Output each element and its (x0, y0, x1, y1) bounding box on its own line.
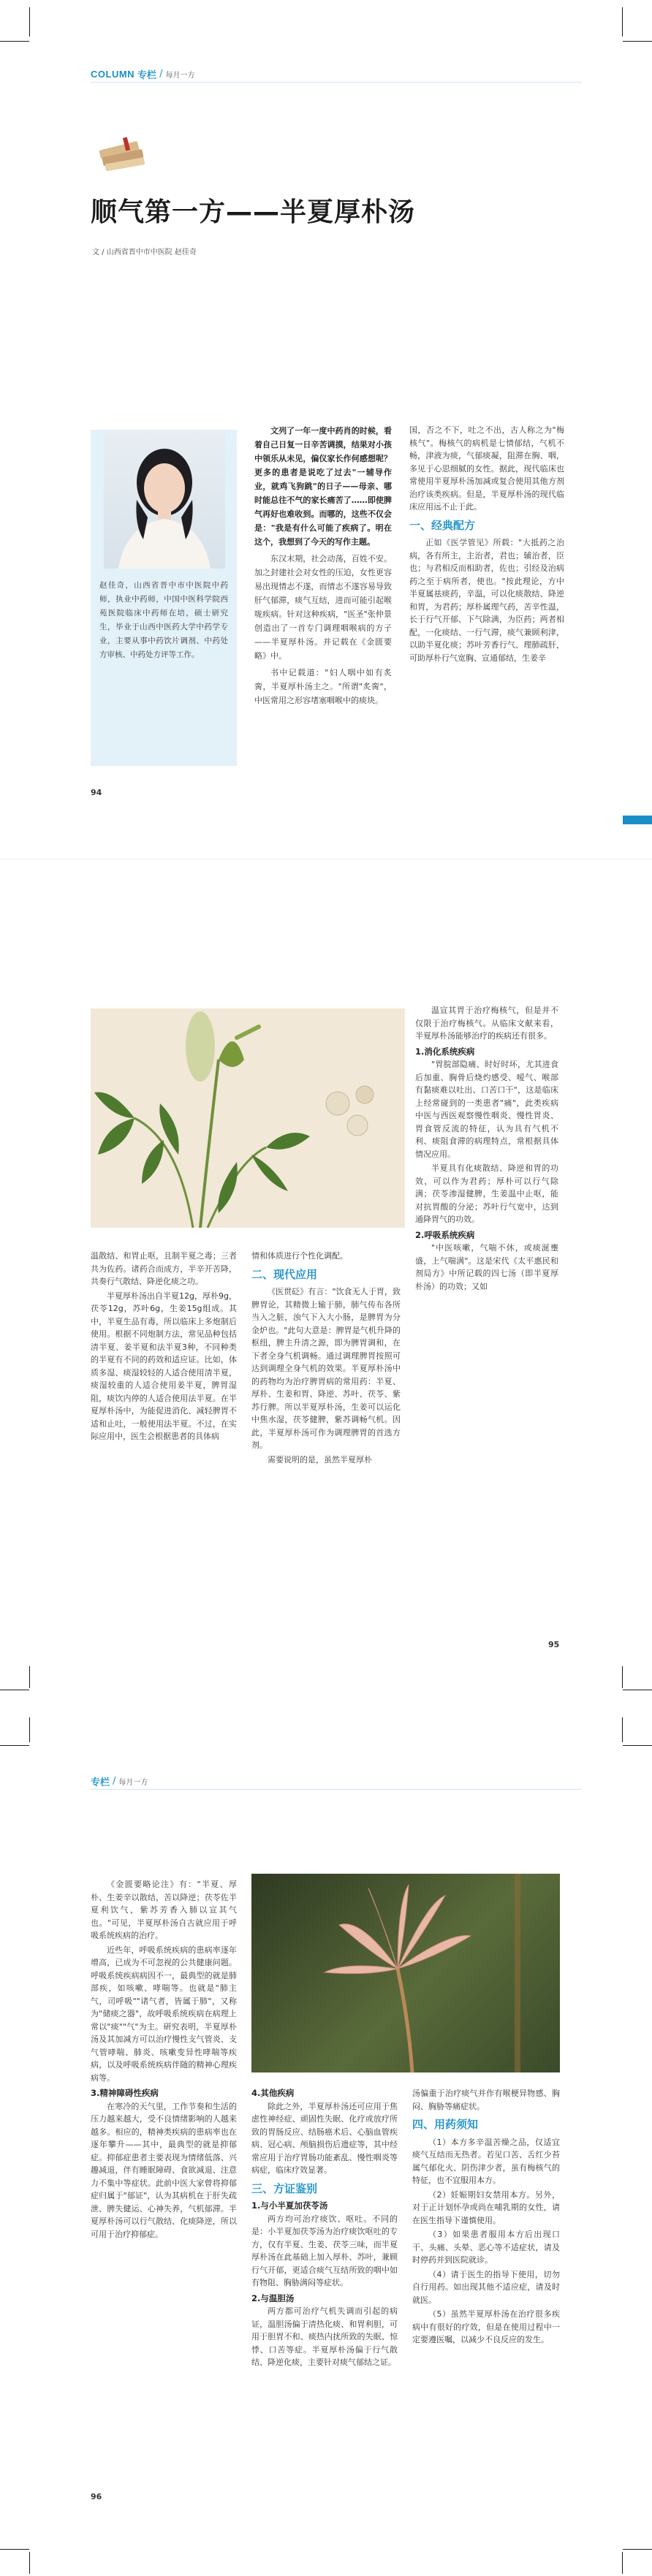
paragraph: 需要说明的是，虽然半夏厚朴 (268, 1454, 372, 1464)
paragraph: 汤偏重于治疗痰气并作有喉梗异物感、胸闷、胸胁等痛症状。 (412, 2089, 560, 2111)
slash-divider: / (159, 69, 163, 80)
crop-mark (29, 1666, 30, 1688)
crop-mark (0, 1745, 29, 1746)
paragraph: （1）本方多辛温苦燥之品，仅适宜痰气互结而无热者。若见口苦、舌红少苔属气郁化火、阴伤津少者，虽有梅核气的特征，也不宜服用本方。 (412, 2137, 560, 2185)
column-text (415, 1004, 558, 1294)
paragraph: 半夏具有化痰散结、降逆和胃的功效，可以作为君药；厚朴可以行气除满；茯苓渗湿健脾，生姜温中止呕，能对抗胃酸的分泌；苏叶行气宽中，达到通降胃气的功效。 (415, 1163, 558, 1224)
subheading: 1.与小半夏加茯苓汤 (251, 2200, 328, 2211)
column-text (251, 1250, 401, 1467)
crop-mark (29, 1717, 30, 1742)
section-heading: 二、现代应用 (251, 1267, 318, 1281)
pinellia-flower-photo (251, 1874, 560, 2072)
subheading: 4.其他疾病 (251, 2088, 295, 2098)
page-number: 95 (548, 1640, 560, 1649)
crop-mark (622, 2552, 623, 2574)
intro-text (254, 424, 392, 710)
crop-mark (622, 1717, 623, 1742)
article-title: 顺气第一方——半夏厚朴汤 (91, 197, 416, 227)
column-text (251, 2087, 398, 2371)
column-section: 每月一方 (165, 72, 195, 80)
page-number: 96 (91, 2492, 102, 2501)
column-header (91, 1774, 148, 1788)
column-section: 每月一方 (118, 1779, 148, 1787)
author-box (91, 430, 237, 766)
crop-mark (623, 41, 652, 42)
paragraph: 近些年，呼吸系统疾病的患病率逐年增高，已成为不可忽视的公共健康问题。呼吸系统疾病病因不一，最典型的就是肺部疾，如咳嗽、哮喘等。也就是"肺主气，司呼吸""诸气者，皆属于肺"，又称为"储痰之器"，故呼吸系统疾病在病理上常以"痰""气"为主。研究表明，半夏厚朴汤及其加减方可以治疗慢性支气管炎、支气管哮喘、肺炎、咳嗽变异性哮喘等疾病，以及呼吸系统疾病伴随的精神心理疾病等。 (91, 1945, 237, 2083)
column-text (412, 2087, 560, 2348)
paragraph: 在寒冷的天气里，工作节奏和生活的压力越来越大，受不良情绪影响的人越来越多。相应的，精神类疾病的患病率也在逐年攀升——其中，最典型的就是抑郁症。抑郁症患者主要表现为情绪低落、兴趣减退，伴有睡眠障碍、食欲减退、注意力不集中等症状。此前中医大家曾将抑郁症归属于"郁证"，认为其病机在于肝失疏泄、脾失健运、心神失养，气机郁滞。半夏厚朴汤可以行气散结、化痰降逆，所以可用于治疗抑郁症。 (91, 2101, 237, 2239)
paragraph: （2）妊娠期妇女禁用本方。另外，对于正计划怀孕或尚在哺乳期的女性，请在医生指导下谨慎使用。 (412, 2189, 560, 2225)
crop-mark (29, 2552, 30, 2574)
page-number: 94 (91, 788, 102, 797)
column-tag: 专栏 (137, 70, 157, 81)
paragraph: 正如《医学管见》所载："大抵药之治病，各有所主，主治者，君也；辅治者，臣也；与君相反而相助者，佐也；引经及治病药之至于病所者，使也。"按此理论，方中半夏属祛痰药，辛温，可以化痰散结、降逆和胃，为君药；厚朴属理气药，苦辛性温，长于行气开郁、下气除满，为臣药；两者相配，一化痰结、一行气滞，痰气兼顾利津，以助半夏化痰；苏叶芳香行气、理肺疏肝，可助厚朴行气宽胸、宣通郁结，生姜辛 (409, 538, 564, 663)
column-label: COLUMN (91, 69, 135, 80)
subheading: 1.消化系统疾病 (415, 1046, 475, 1057)
paragraph: 半夏厚朴汤出自半夏12g，厚朴9g，茯苓12g，苏叶6g，生姜15g组成。其中，半夏生品有毒，所以临床上多炮制后使用。根据不同炮制方法，常见品种包括清半夏、姜半夏和法半夏3种，不同种类的半夏有不同的药效和适应证。比如，体质多湿、痰湿较轻的人适合使用清半夏，痰湿较重的人适合使用姜半夏，脾胃湿阻，痰饮内停的人适合使用法半夏。在半夏厚朴汤中，为能促进消化、减轻脾胃不适和止吐，一般使用法半夏。不过，在实际应用中，医生会根据患者的具体病 (91, 1291, 237, 1441)
intro-paragraph: 东汉末期，社会动荡，百姓不安。加之封建社会对女性的压迫，女性更容易出现情志不遂，而情志不遂容易导致肝气郁滞，痰气互结，进而可能引起喉咙疾病。针对这种疾病，"医圣"张仲景创造出了一首专门调理咽喉病的方子——半夏厚朴汤。并记载在《金匮要略》中。 (254, 554, 392, 661)
paragraph: 《金匮要略论注》有："半夏、厚朴、生姜辛以散结，苦以降逆；茯苓佐半夏利饮气，紫苏芳香入肺以宣其气也。"可见，半夏厚朴汤自古就应用于呼吸系统疾病的治疗。 (91, 1880, 237, 1940)
paragraph: 《医贯砭》有言："饮食无人于胃，致脾胃论，其精微上输于肺，肺气传布各所当入之脏，浊气下入大小肠，是脾胃为分金炉也。"此句大意是：脾胃是气机升降的枢纽，脾主升清之源，即为脾胃调和，在下者全身气机调畅。通过调理脾胃按照可达到调理全身气机的效果。半夏厚朴汤中的药物均为治疗脾胃病的常用药：半夏、厚朴、生姜和胃、降逆、苏叶、茯苓、紫苏行脾。所以半夏厚朴汤，生姜可以运化中焦水湿，茯苓健脾，紫苏调畅气机。因此，半夏厚朴汤可作为调理脾胃的首选方剂。 (251, 1287, 401, 1450)
paragraph: "胃脘部隐痛、时好时坏，尤其进食后加重、胸骨后烧灼感受、嗳气、喉部有黏痰难以吐出、口苦口干"，这是临床上经常碰到的一类患者"痛"，此类疾病中医与西医观察慢性咽炎、慢性胃炎、胃食管反流的特征，认为具有气机不利、痰阻食滞的病理特点，常根据具体情况应用。 (415, 1060, 558, 1159)
section-heading: 四、用药须知 (412, 2118, 479, 2131)
paragraph: （4）请于医生的指导下使用，切勿自行用药。如出现其他不适应症，请及时就医。 (412, 2269, 560, 2305)
paragraph: （3）如果患者服用本方后出现口干、头痛、头晕、恶心等不适症状，请及时停药并到医院就诊。 (412, 2230, 560, 2265)
column-tag: 专栏 (91, 1777, 110, 1788)
intro-paragraph: 书中记载道："妇人咽中如有炙脔，半夏厚朴汤主之。"所谓"炙脔"，中医常用之形容堵塞咽喉中的痰块。 (254, 668, 392, 705)
paragraph: 除此之外，半夏厚朴汤还可应用于焦虑性神经症、顽固性失眠、化疗或放疗所致的胃肠反应、结肠癌术后、心脑血管疾病、冠心病、颅脑损伤后遗症等，其中经常应用于治疗胃肠功能紊乱、慢性咽炎等病症，临床疗效显著。 (251, 2101, 398, 2175)
subheading: 3.精神障碍性疾病 (91, 2088, 159, 2098)
crop-mark (623, 1745, 652, 1746)
subheading: 2.与温胆汤 (251, 2292, 295, 2303)
paragraph: 温宣其胃于治疗梅核气，但是并不仅限于治疗梅核气。从临床文献来看，半夏厚朴汤能够治疗的疾病还有很多。 (415, 1006, 558, 1041)
paragraph: 国，否之不下，吐之不出，古人称之为"梅核气"。梅核气的病机是七情郁结，气机不畅，津液为痰，气郁痰凝，阻滞在胸、咽，多见于心思细腻的女性。据此，现代临床也常使用半夏厚朴汤加减或复合使用其他方剂治疗该类疾病。但是，半夏厚朴汤的现代临床应用远不止于此。 (409, 425, 564, 512)
crop-mark (0, 2549, 29, 2550)
column-text (91, 1878, 237, 2242)
slash-divider: / (113, 1776, 116, 1787)
paragraph: 温散结、和胃止呕，且制半夏之毒；三者共为佐药。诸药合而成方，半辛开苦降，共奏行气散结、降逆化痰之功。 (91, 1251, 237, 1286)
subheading: 2.呼吸系统疾病 (415, 1229, 475, 1240)
header-divider (91, 82, 582, 83)
crop-mark (622, 1666, 623, 1688)
crop-mark (623, 2549, 652, 2550)
column-text (409, 424, 564, 666)
byline: 文 / 山西省晋中市中医院 赵佳奇 (92, 248, 197, 257)
paragraph: （5）虽然半夏厚朴汤在治疗很多疾病中有很好的疗效，但是在使用过程中一定要遵医嘱，以减少不良反应的发生。 (412, 2309, 560, 2344)
paragraph: 情和体质进行个性化调配。 (251, 1251, 348, 1261)
column-header (91, 67, 194, 81)
intro-paragraph: 文列了一年一度中药肖的时候，看着自己日复一日辛苦调摸，结果对小孩中领乐从未见，偏仪家长作何感想呢？更多的患者是说吃了过去"一辅导作业，就鸡飞狗跳"的日子——母亲、哪时能总往不气的家长痛苦了……即使脾气再好也难收到。而哪的，这些不仅会是："我是有什么可能了疾病了。明在这个，我想到了今天的写作主题。 (254, 426, 392, 547)
section-heading: 三、方证鉴别 (251, 2181, 318, 2195)
paragraph: 两方都可治疗气机失调而引起的病证，温胆汤偏于清热化痰、和胃利胆，可用于胆胃不和、痰热内扰所致的失眠、惊悸、口苦等症。半夏厚朴汤偏于行气散结、降逆化痰，主要针对痰气郁结之证。 (251, 2306, 398, 2367)
section-heading: 一、经典配方 (409, 518, 476, 532)
author-bio: 赵佳奇，山西省晋中市中医院中药师，执业中药师，中国中医科学院西苑医院临床中药师在培，硕士研究生，毕业于山西中医药大学中药学专业，主要从事中药饮片调剂、中药处方审核、中药处方评等工作。 (99, 581, 228, 659)
books-icon (95, 132, 148, 172)
author-photo (104, 430, 225, 569)
crop-mark (622, 7, 623, 37)
crop-mark (29, 7, 30, 37)
crop-mark (0, 41, 29, 42)
column-text (91, 1250, 237, 1445)
pinellia-illustration (91, 1008, 405, 1228)
paragraph: 两方均可治疗痰饮、呕吐。不同的是：小半夏加茯苓汤为治疗痰饮呕吐的专方，仅有半夏、生姜、茯苓三味，而半夏厚朴汤在此基础上加入厚朴、苏叶，兼顾行气开郁，更适合痰气互结所致的咽中如有物阻、胸胁满闷等症状。 (251, 2214, 398, 2287)
header-divider (91, 1789, 582, 1790)
footer-bar (623, 816, 652, 824)
paragraph: "中医咳嗽，气喘不休，或痰涎壅盛，上气喘满"。这是宋代《太平惠民和剂局方》中所记载的四七汤（即半夏厚朴汤）的功效；又如 (415, 1243, 558, 1291)
